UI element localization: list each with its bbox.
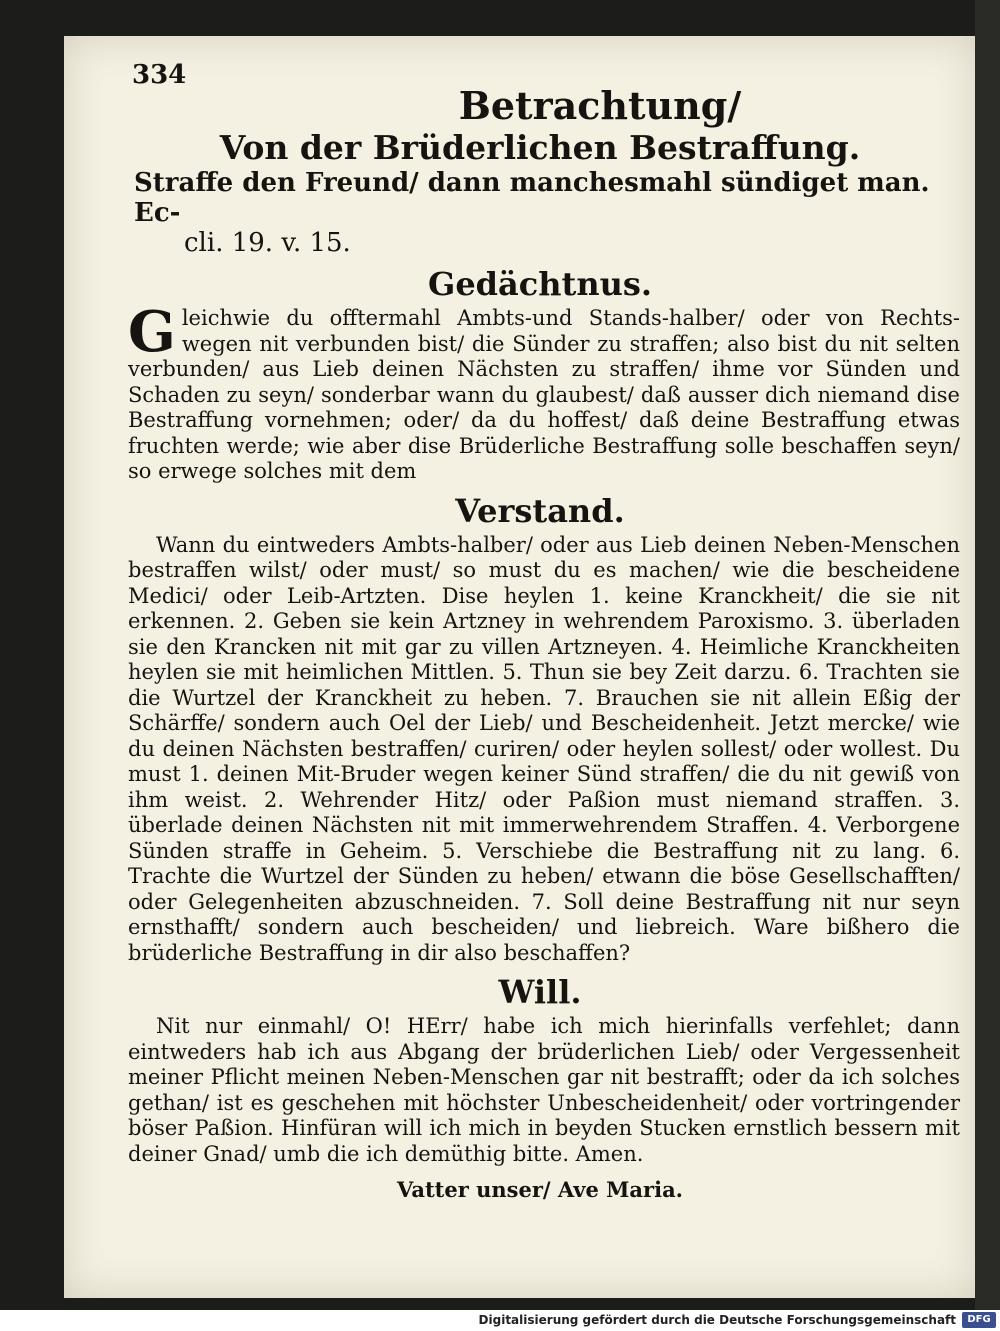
section-text-gedaechtnus [120,299,960,485]
motto [120,168,960,258]
page-subtitle: Von der Brüderlichen Bestraffung. [219,128,861,167]
page-number: 334 [132,60,187,90]
footer-bar [0,1310,1000,1331]
section-heading-will: Will. [498,973,582,1011]
section-heading-gedaechtnus: Gedächtnus. [427,265,652,303]
dfg-logo: DFG [962,1312,996,1328]
scan-edge [975,0,1000,1310]
section-heading-verstand: Verstand. [455,491,625,530]
closing-prayer: Vatter unser/ Ave Maria. [396,1177,683,1202]
funding-notice: Digitalisierung gefördert durch die Deutsche Forschungsgemeinschaft [478,1313,956,1327]
motto-text: Straffe den Freund/ dann manchesmahl sündiget man. Ec- [134,168,930,228]
page-title: Betrachtung/ [458,83,742,128]
drop-cap: G [128,299,176,365]
motto-reference: cli. 19. v. 15. [184,228,351,258]
page-content [120,60,960,1202]
section-body: leichwie du offtermahl Ambts-und Stands-halber/ oder von Rechts-wegen nit verbunden bist/ die Sünder zu straffen; also bist du nit selten verbunden/ aus Lieb deinen Nächsten zu straffen/ ihme vor Sünden und Schaden zu seyn/ sonderbar wann du glaubest/ daß ausser dich niemand dise Bestraffung vornehmen; oder/ da du hoffest/ daß deine Bestraffung etwas fruchten werde; wie aber dise Brüderliche Bestraffung solle beschaffen seyn/ so erwege solches mit dem [128,306,960,483]
section-text-will: Nit nur einmahl/ O! HErr/ habe ich mich hierinfalls verfehlet; dann eintweders hab ich aus Abgang der brüderlichen Lieb/ oder Vergessenheit meiner Pflicht meinen Neben-Menschen gar nit bestrafft; oder da ich solches gethan/ ist es geschehen mit höchster Unbescheidenheit/ oder vortringender böser Paßion. Hinfüran will ich mich in beyden Stucken ernstlich bessern mit deiner Gnad/ umb die ich demüthig bitte. Amen. [128,1014,960,1166]
section-text-verstand: Wann du eintweders Ambts-halber/ oder aus Lieb deinen Neben-Menschen bestraffen wilst/ oder must/ so must du es machen/ wie die bescheidene Medici/ oder Leib-Artzten. Dise heylen 1. keine Kranckheit/ die sie nit erkennen. 2. Geben sie kein Artzney in wehrendem Paroxismo. 3. überladen sie den Krancken nit mit gar zu villen Artzneyen. 4. Heimliche Kranckheiten heylen sie mit heimlichen Mittlen. 5. Thun sie bey Zeit darzu. 6. Trachten sie die Wurtzel der Kranckheit zu heben. 7. Brauchen sie nit allein Eßig der Schärffe/ sondern auch Oel der Lieb/ und Bescheidenheit. Jetzt mercke/ wie du deinen Nächsten bestraffen/ curiren/ oder heylen sollest/ oder wollest. Du must 1. deinen Mit-Bruder wegen keiner Sünd straffen/ die du nit gewiß von ihm weist. 2. Wehrender Hitz/ oder Paßion must niemand straffen. 3. überlade deinen Nächsten nit mit immerwehrendem Straffen. 4. Verborgene Sünden straffe in Geheim. 5. Verschiebe die Bestraffung nit zu lang. 6. Trachte die Wurtzel der Sünden zu heben/ etwann die böse Gesellschafften/ oder Gelegenheiten abzuschneiden. 7. Soll deine Bestraffung nit nur seyn ernsthafft/ sondern auch bescheiden/ und liebreich. Ware bißhero die brüderliche Bestraffung in dir also beschaffen? [128,532,960,965]
